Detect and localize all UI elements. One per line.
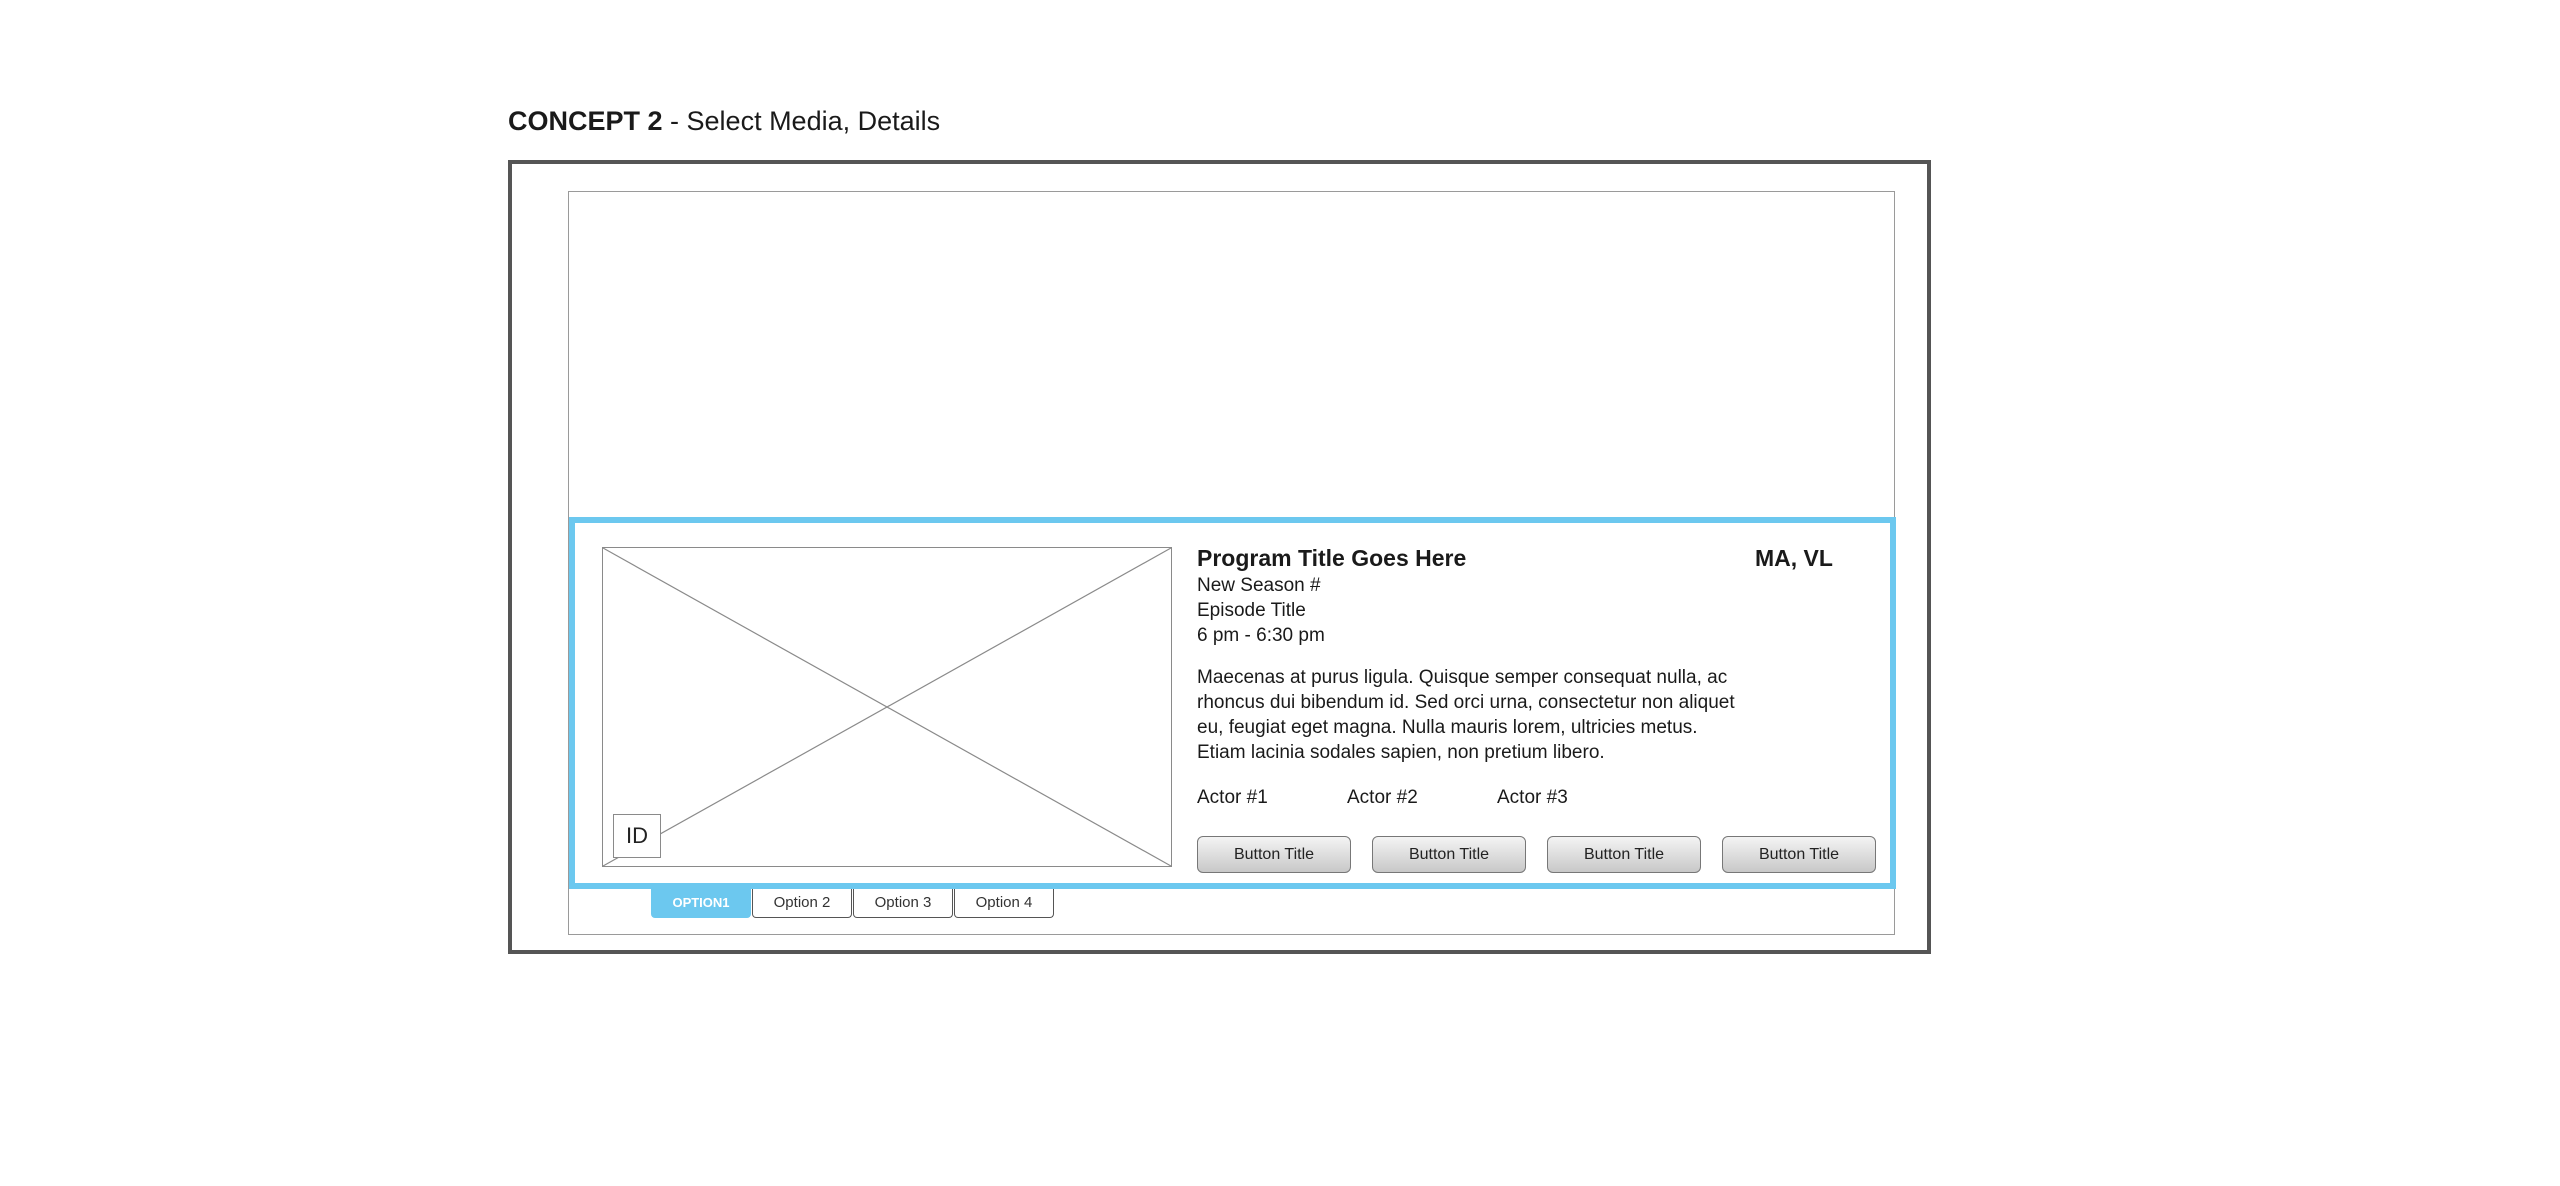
- episode-title: Episode Title: [1197, 600, 1306, 621]
- tab-option-3[interactable]: Option 3: [853, 889, 953, 918]
- action-button[interactable]: Button Title: [1722, 836, 1876, 873]
- screen: [568, 191, 1895, 935]
- content-rating: MA, VL: [1755, 545, 1833, 571]
- image-placeholder-icon: [603, 548, 1171, 866]
- media-image-placeholder[interactable]: [602, 547, 1172, 867]
- program-description: Maecenas at purus ligula. Quisque semper consequat nulla, ac rhoncus dui bibendum id. Sed orci urna, consectetur non aliquet eu, feugiat eget magna. Nulla mauris lorem, ultricies metus. Etiam lacinia sodales sapien, non pretium libero.: [1197, 667, 1735, 763]
- action-buttons: [1197, 836, 1876, 873]
- program-title: Program Title Goes Here: [1197, 545, 1467, 571]
- season-label: New Season #: [1197, 575, 1321, 596]
- concept-subtitle: - Select Media, Details: [662, 106, 941, 136]
- page-title: [508, 104, 940, 138]
- tab-option-2[interactable]: Option 2: [752, 889, 852, 918]
- concept-label: CONCEPT 2: [508, 106, 663, 136]
- air-time: 6 pm - 6:30 pm: [1197, 625, 1325, 646]
- channel-id-badge: ID: [613, 814, 661, 858]
- tab-option-4[interactable]: Option 4: [954, 889, 1054, 918]
- tab-option-1[interactable]: OPTION1: [651, 889, 751, 918]
- actor-name[interactable]: Actor #1: [1197, 787, 1268, 808]
- actor-name[interactable]: Actor #3: [1497, 787, 1568, 808]
- option-tabs: [651, 889, 1054, 918]
- actor-name[interactable]: Actor #2: [1347, 787, 1418, 808]
- program-info: [1197, 543, 1757, 810]
- action-button[interactable]: Button Title: [1547, 836, 1701, 873]
- action-button[interactable]: Button Title: [1197, 836, 1351, 873]
- actor-list: [1197, 785, 1757, 810]
- action-button[interactable]: Button Title: [1372, 836, 1526, 873]
- details-panel: [569, 517, 1896, 889]
- device-frame: [508, 160, 1931, 954]
